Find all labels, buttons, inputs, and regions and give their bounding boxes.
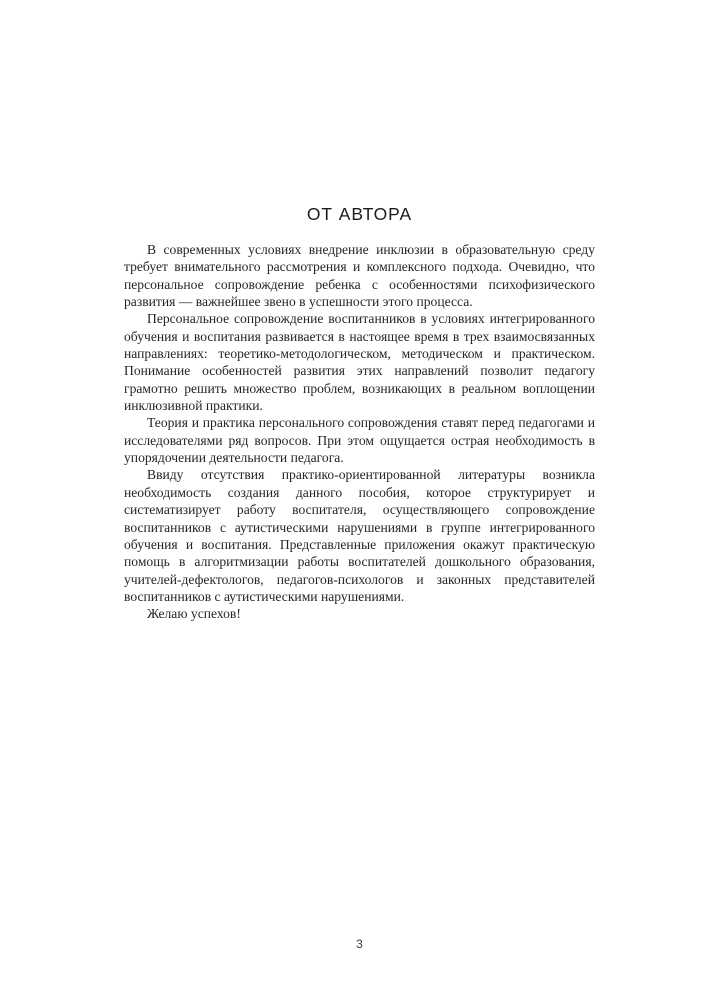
page-content [124, 204, 595, 623]
paragraph: В современных условиях внедрение инклюзии в образовательную среду требует внимательного рассмотрения и комплексного подхода. Очевидно, что персональное сопровождение ребенка с особенностями психофизического развития — важнейшее звено в успешности этого процесса. [124, 242, 595, 310]
paragraph: Персональное сопровождение воспитанников в условиях интегрированного обучения и воспитания развивается в настоящее время в трех взаимосвязанных направлениях: теоретико-методологическом, методическом и практическом. Понимание особенностей развития этих направлений позволит педагогу грамотно решить множество проблем, возникающих в реальном воплощении инклюзивной практики. [124, 311, 595, 414]
page-title: ОТ АВТОРА [306, 204, 413, 224]
page-number: 3 [356, 937, 363, 951]
paragraph: Ввиду отсутствия практико-ориентированной литературы возникла необходимость создания данного пособия, которое структурирует и систематизирует работу воспитателя, осуществляющего сопровождение воспитанников с аутистическими нарушениями в группе интегрированного обучения и воспитания. Представленные приложения окажут практическую помощь в алгоритмизации работы воспитателей дошкольного образования, учителей-дефектологов, педагогов-психологов и законных представителей воспитанников с аутистическими нарушениями. [124, 467, 595, 604]
closing-paragraph: Желаю успехов! [147, 606, 241, 622]
body-text-block [124, 241, 595, 623]
paragraph: Теория и практика персонального сопровождения ставят перед педагогами и исследователями ряд вопросов. При этом ощущается острая необходимость в упорядочении деятельности педагога. [124, 415, 595, 466]
